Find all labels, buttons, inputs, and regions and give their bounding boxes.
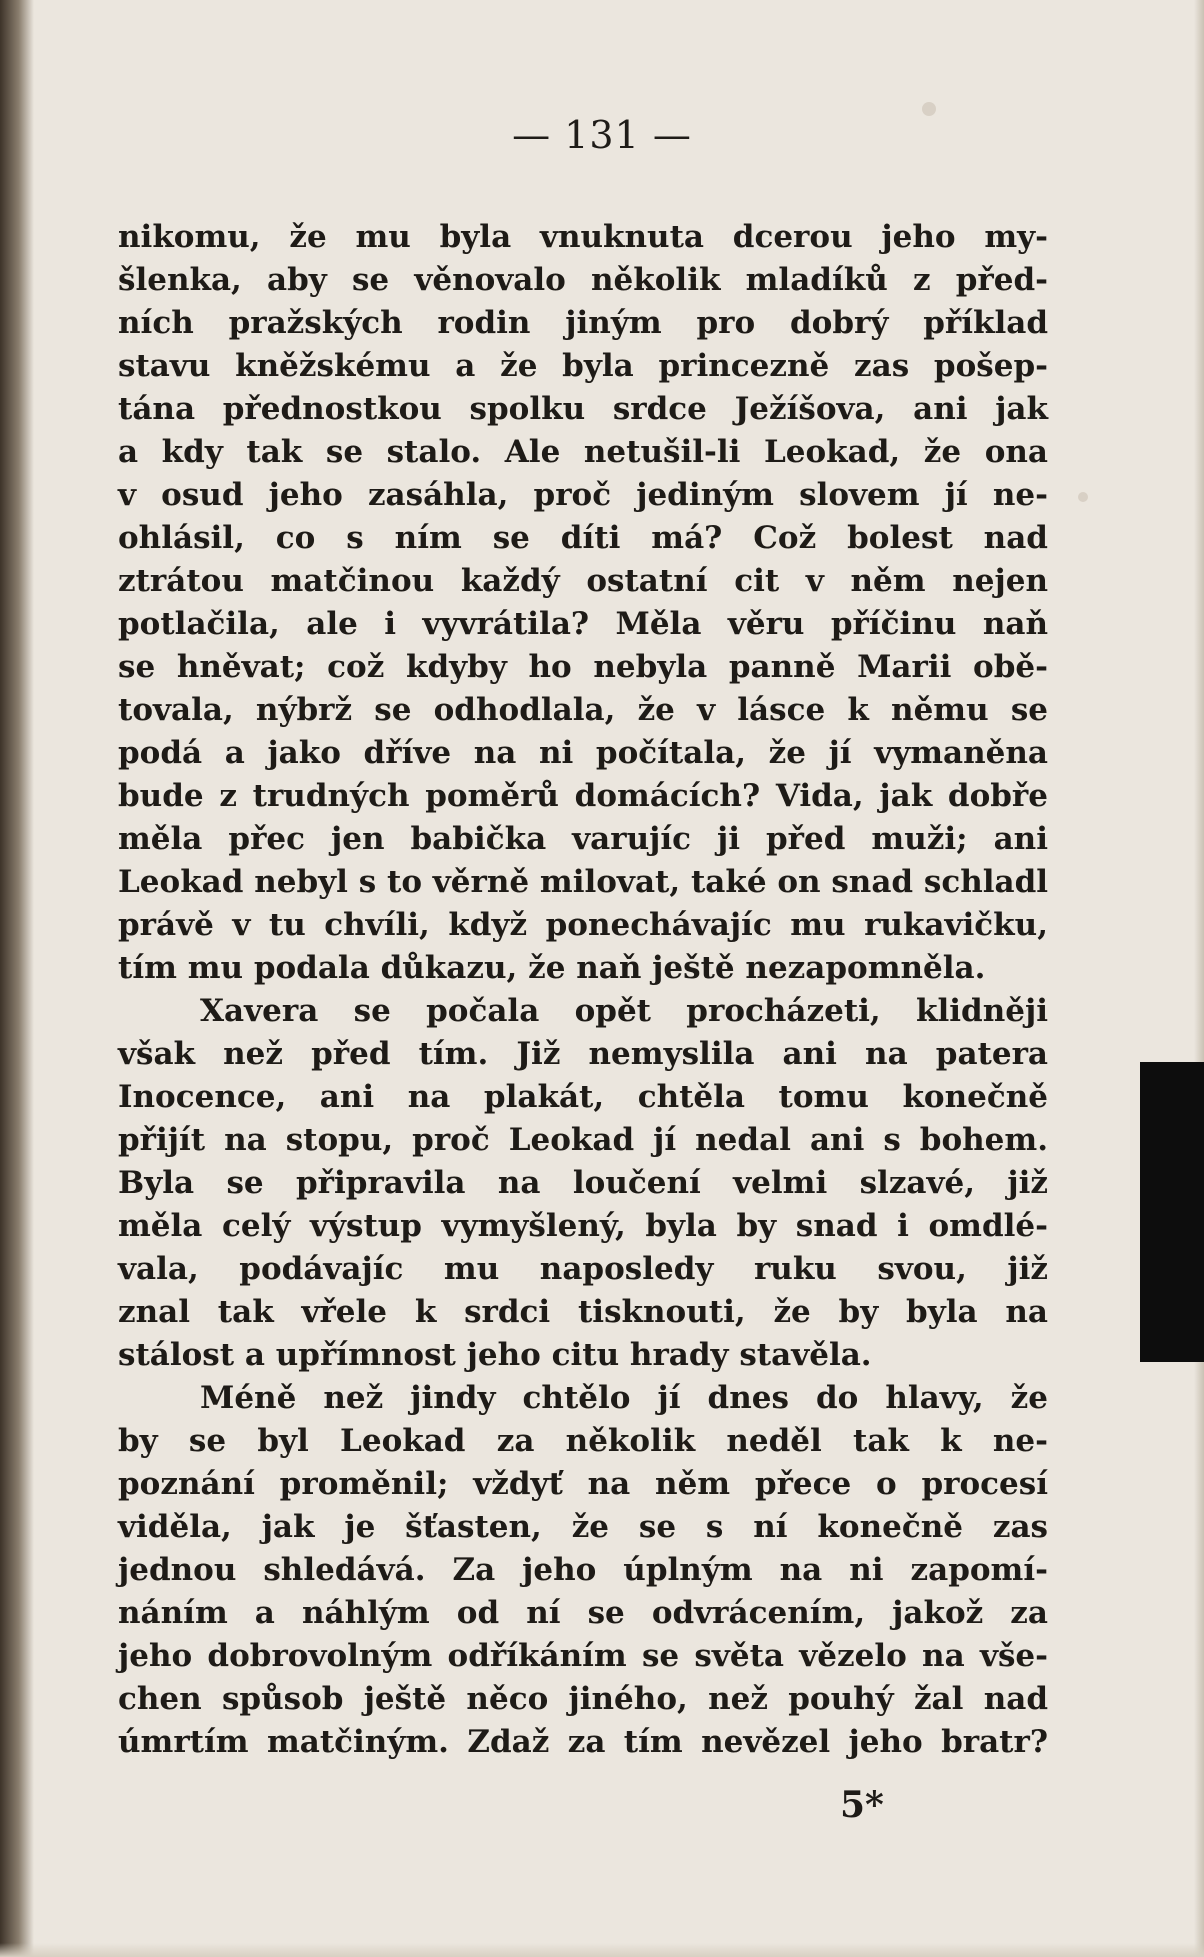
text-line: náním a náhlým od ní se odvrácením, jakož za (118, 1595, 1048, 1631)
text-line: Byla se připravila na loučení velmi slzavé, již (118, 1165, 1048, 1201)
text-line: jeho dobrovolným odříkáním se světa vězelo na vše- (118, 1638, 1048, 1674)
page-bottom-edge (0, 1943, 1204, 1957)
text-line: Leokad nebyl s to věrně milovat, také on snad schladl (118, 864, 1049, 900)
text-line: potlačila, ale i vyvrátila? Měla věru příčinu naň (118, 606, 1048, 642)
text-line: Xavera se počala opět procházeti, klidněji (200, 993, 1048, 1029)
paper-speck (1078, 492, 1088, 502)
text-line: měla přec jen babička varujíc ji před muži; ani (118, 821, 1048, 857)
page-number: — 131 — (512, 113, 692, 157)
text-line: vala, podávajíc mu naposledy ruku svou, již (118, 1251, 1048, 1287)
text-line: poznání proměnil; vždyť na něm přece o procesí (118, 1466, 1048, 1502)
text-line: úmrtím matčiným. Zdaž za tím nevězel jeho bratr? (118, 1724, 1048, 1760)
text-line: by se byl Leokad za několik neděl tak k ne- (118, 1423, 1048, 1459)
text-line: šlenka, aby se věnovalo několik mladíků z před- (118, 262, 1048, 298)
text-line: stavu kněžskému a že byla princezně zas pošep- (118, 348, 1048, 384)
body-text (118, 216, 1048, 1764)
text-line: jednou shledává. Za jeho úplným na ni zapomí- (118, 1552, 1048, 1588)
text-line: měla celý výstup vymyšlený, byla by snad i omdlé- (118, 1208, 1048, 1244)
text-line: tovala, nýbrž se odhodlala, že v lásce k němu se (118, 692, 1048, 728)
text-line: bude z trudných poměrů domácích? Vida, jak dobře (118, 778, 1048, 814)
text-line: ohlásil, co s ním se díti má? Což bolest nad (118, 520, 1048, 556)
text-line: znal tak vřele k srdci tisknouti, že by byla na (118, 1294, 1048, 1330)
text-line: Inocence, ani na plakát, chtěla tomu konečně (118, 1079, 1048, 1115)
page-right-edge (1194, 0, 1204, 1957)
text-line: viděla, jak je šťasten, že se s ní konečně zas (118, 1509, 1048, 1545)
text-line: právě v tu chvíli, když ponechávajíc mu rukavičku, (118, 907, 1048, 943)
text-line: nikomu, že mu byla vnuknuta dcerou jeho my- (118, 219, 1048, 255)
text-line: a kdy tak se stalo. Ale netušil-li Leokad, že ona (118, 434, 1048, 470)
text-line: stálost a upřímnost jeho citu hrady stavěla. (118, 1337, 872, 1373)
page-gutter-shadow (0, 0, 34, 1957)
text-line: v osud jeho zasáhla, proč jediným slovem jí ne- (118, 477, 1048, 513)
text-line: se hněvat; což kdyby ho nebyla panně Marii obě- (118, 649, 1048, 685)
text-line: ztrátou matčinou každý ostatní cit v něm nejen (118, 563, 1048, 599)
text-line: Méně než jindy chtělo jí dnes do hlavy, že (200, 1380, 1048, 1416)
scan-edge-tab (1140, 1062, 1204, 1362)
text-line: tím mu podala důkazu, že naň ještě nezapomněla. (118, 950, 986, 986)
text-line: však než před tím. Již nemyslila ani na patera (118, 1036, 1048, 1072)
text-line: přijít na stopu, proč Leokad jí nedal ani s bohem. (118, 1122, 1048, 1158)
text-line: tána přednostkou spolku srdce Ježíšova, ani jak (118, 391, 1048, 427)
text-line: chen spůsob ještě něco jiného, než pouhý žal nad (118, 1681, 1048, 1717)
signature-mark: 5* (840, 1784, 884, 1826)
text-line: podá a jako dříve na ni počítala, že jí vymaněna (118, 735, 1048, 771)
text-line: ních pražských rodin jiným pro dobrý příklad (118, 305, 1048, 341)
